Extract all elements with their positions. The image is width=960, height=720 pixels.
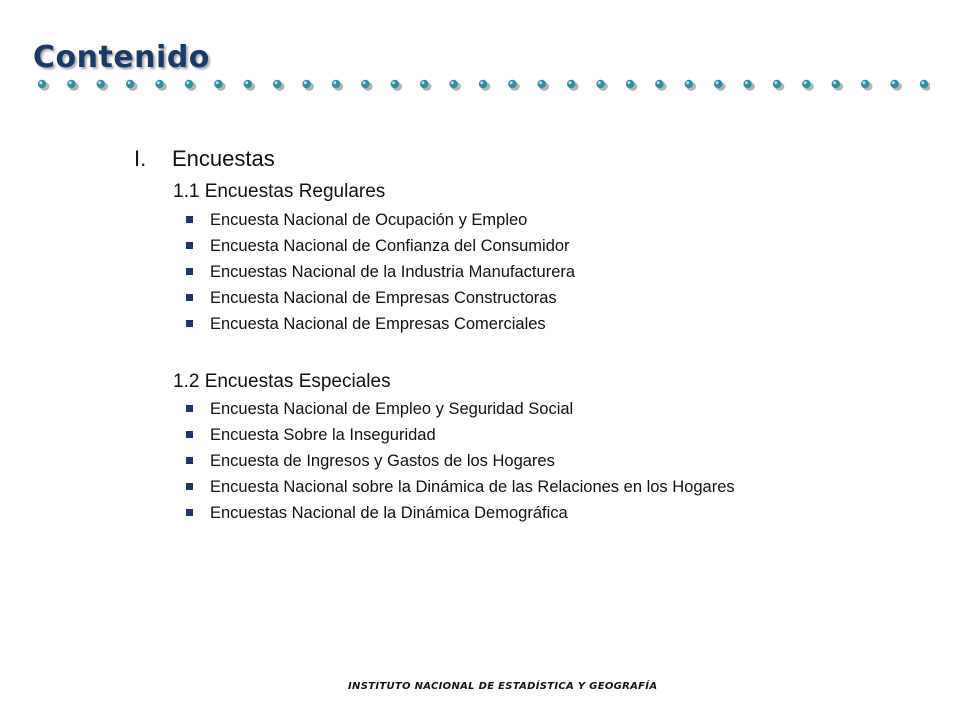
square-bullet-icon (186, 483, 193, 490)
list-item-text: Encuesta Nacional de Empresas Comerciales (210, 315, 546, 333)
dot (38, 80, 46, 88)
dot-divider (30, 76, 930, 96)
dot-highlight (128, 81, 131, 84)
dot-highlight (745, 81, 748, 84)
dot-highlight (39, 81, 42, 84)
dot (508, 80, 516, 88)
dot-highlight (569, 81, 572, 84)
list-item-text: Encuesta Nacional sobre la Dinámica de las Relaciones en los Hogares (210, 478, 735, 496)
dot-highlight (863, 81, 866, 84)
dot (655, 80, 663, 88)
group-heading-especiales: 1.2 Encuestas Especiales (173, 371, 391, 392)
dot (361, 80, 369, 88)
dot-highlight (539, 81, 542, 84)
dot-highlight (451, 81, 454, 84)
dot (920, 80, 928, 88)
dot (626, 80, 634, 88)
dot (67, 80, 75, 88)
square-bullet-icon (186, 268, 193, 275)
dot-highlight (304, 81, 307, 84)
group-heading-regulares: 1.1 Encuestas Regulares (173, 181, 386, 202)
section-number: I. (134, 146, 147, 171)
list-item-text: Encuestas Nacional de la Dinámica Demográfica (210, 504, 568, 522)
list-item-text: Encuesta Nacional de Confianza del Consumidor (210, 237, 570, 255)
dot (155, 80, 163, 88)
dot (596, 80, 604, 88)
dot-highlight (598, 81, 601, 84)
dot-highlight (833, 81, 836, 84)
square-bullet-icon (186, 294, 193, 301)
dot (126, 80, 134, 88)
dot-highlight (716, 81, 719, 84)
dot (479, 80, 487, 88)
dot (391, 80, 399, 88)
dot (802, 80, 810, 88)
dot (685, 80, 693, 88)
list-item-text: Encuesta Nacional de Ocupación y Empleo (210, 211, 528, 229)
list-item-text: Encuesta de Ingresos y Gastos de los Hogares (210, 452, 555, 470)
dot-highlight (657, 81, 660, 84)
slide-title: Contenido (33, 40, 210, 75)
section-heading (134, 145, 275, 173)
square-bullet-icon (186, 405, 193, 412)
dot-highlight (98, 81, 101, 84)
dot (861, 80, 869, 88)
dot-highlight (392, 81, 395, 84)
square-bullet-icon (186, 320, 193, 327)
section-title: Encuestas (172, 146, 275, 171)
dot-highlight (363, 81, 366, 84)
dot (273, 80, 281, 88)
dot-highlight (686, 81, 689, 84)
list-item-text: Encuesta Nacional de Empleo y Seguridad Social (210, 400, 574, 418)
dot-highlight (892, 81, 895, 84)
dot-highlight (333, 81, 336, 84)
dot-highlight (69, 81, 72, 84)
dot (538, 80, 546, 88)
dot (449, 80, 457, 88)
dot (244, 80, 252, 88)
list-item-text: Encuesta Nacional de Empresas Constructoras (210, 289, 557, 307)
dot-highlight (422, 81, 425, 84)
dot-highlight (216, 81, 219, 84)
dot (773, 80, 781, 88)
dot (302, 80, 310, 88)
list-item-text: Encuestas Nacional de la Industria Manufacturera (210, 263, 576, 281)
square-bullet-icon (186, 216, 193, 223)
square-bullet-icon (186, 242, 193, 249)
dot (743, 80, 751, 88)
dot-highlight (245, 81, 248, 84)
dot-highlight (186, 81, 189, 84)
dot-highlight (510, 81, 513, 84)
dot (97, 80, 105, 88)
dot-highlight (774, 81, 777, 84)
dot (890, 80, 898, 88)
dot (567, 80, 575, 88)
dot (185, 80, 193, 88)
dot-highlight (157, 81, 160, 84)
dot (420, 80, 428, 88)
dot-highlight (804, 81, 807, 84)
dot-highlight (275, 81, 278, 84)
dot (832, 80, 840, 88)
dot-highlight (627, 81, 630, 84)
dot-highlight (480, 81, 483, 84)
dot-highlight (921, 81, 924, 84)
footer-institution: INSTITUTO NACIONAL DE ESTADÍSTICA Y GEOGRAFÍA (348, 681, 658, 692)
square-bullet-icon (186, 431, 193, 438)
dot (332, 80, 340, 88)
list-item-text: Encuesta Sobre la Inseguridad (210, 426, 436, 444)
square-bullet-icon (186, 457, 193, 464)
dot (214, 80, 222, 88)
dot (714, 80, 722, 88)
square-bullet-icon (186, 509, 193, 516)
